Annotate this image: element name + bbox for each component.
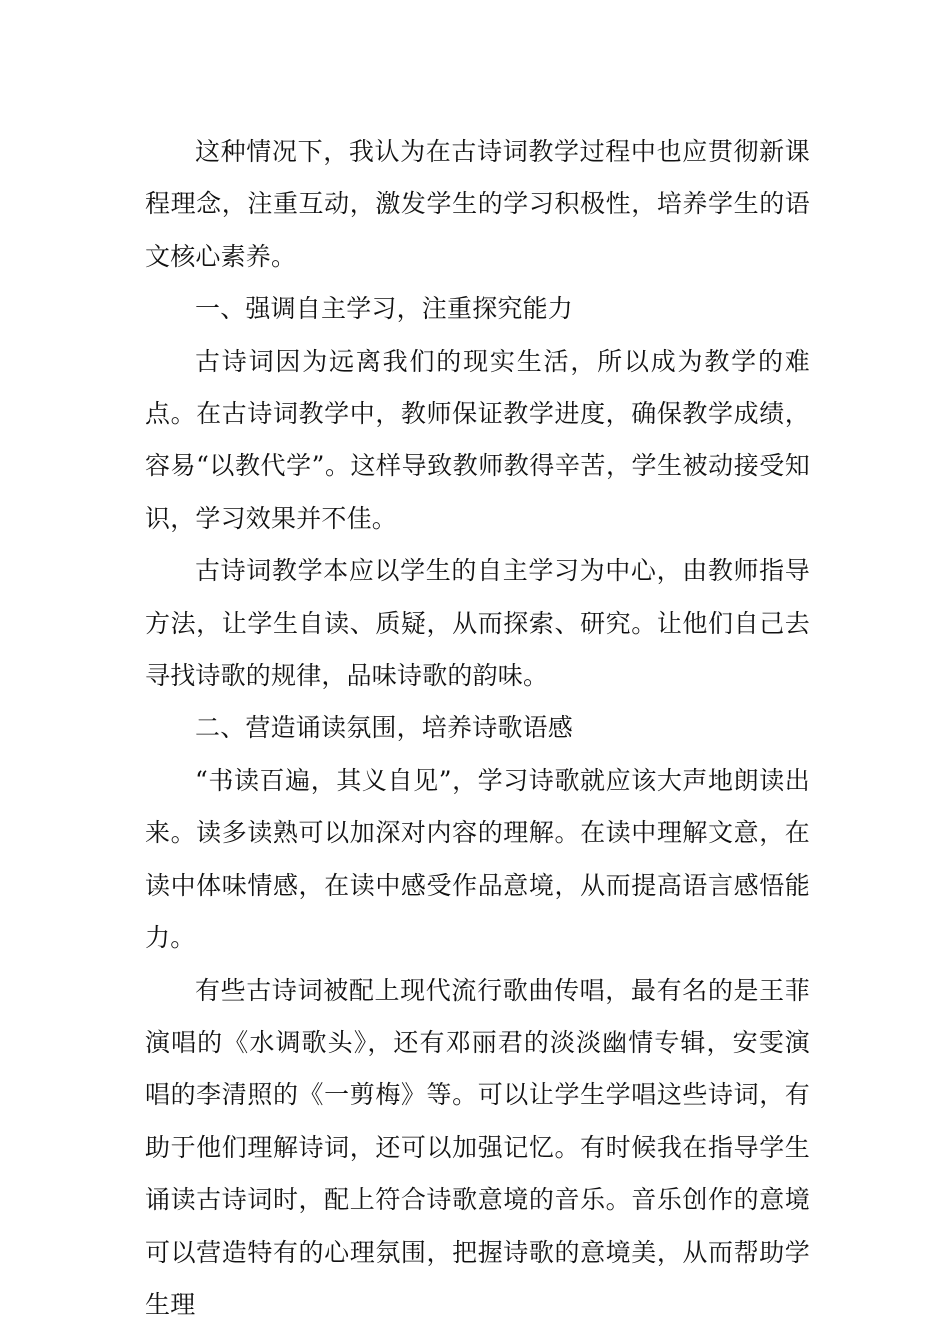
paragraph-1a: 古诗词因为远离我们的现实生活，所以成为教学的难点。在古诗词教学中，教师保证教学进度，确保教学成绩，容易“以教代学”。这样导致教师教得辛苦，学生被动接受知识，学习效果并不佳。 [145,346,810,533]
section-heading-2: 二、营造诵读氛围，培养诗歌语感 [195,713,574,743]
section-heading-1: 一、强调自主学习，注重探究能力 [195,294,574,324]
document-page [145,126,810,1331]
paragraph-1b: 古诗词教学本应以学生的自主学习为中心，由教师指导方法，让学生自读、质疑，从而探索、研究。让他们自己去寻找诗歌的规律，品味诗歌的韵味。 [145,556,810,691]
paragraph-2b: 有些古诗词被配上现代流行歌曲传唱，最有名的是王菲演唱的《水调歌头》，还有邓丽君的淡淡幽情专辑，安雯演唱的李清照的《一剪梅》等。可以让学生学唱这些诗词，有助于他们理解诗词，还可以加强记忆。有时候我在指导学生诵读古诗词时，配上符合诗歌意境的音乐。音乐创作的意境可以营造特有的心理氛围，把握诗歌的意境美，从而帮助学生理 [145,975,810,1319]
paragraph-2a: “书读百遍，其义自见”，学习诗歌就应该大声地朗读出来。读多读熟可以加深对内容的理解。在读中理解文意，在读中体味情感，在读中感受作品意境，从而提高语言感悟能力。 [145,765,810,953]
paragraph-intro: 这种情况下，我认为在古诗词教学过程中也应贯彻新课程理念，注重互动，激发学生的学习积极性，培养学生的语文核心素养。 [145,137,810,271]
